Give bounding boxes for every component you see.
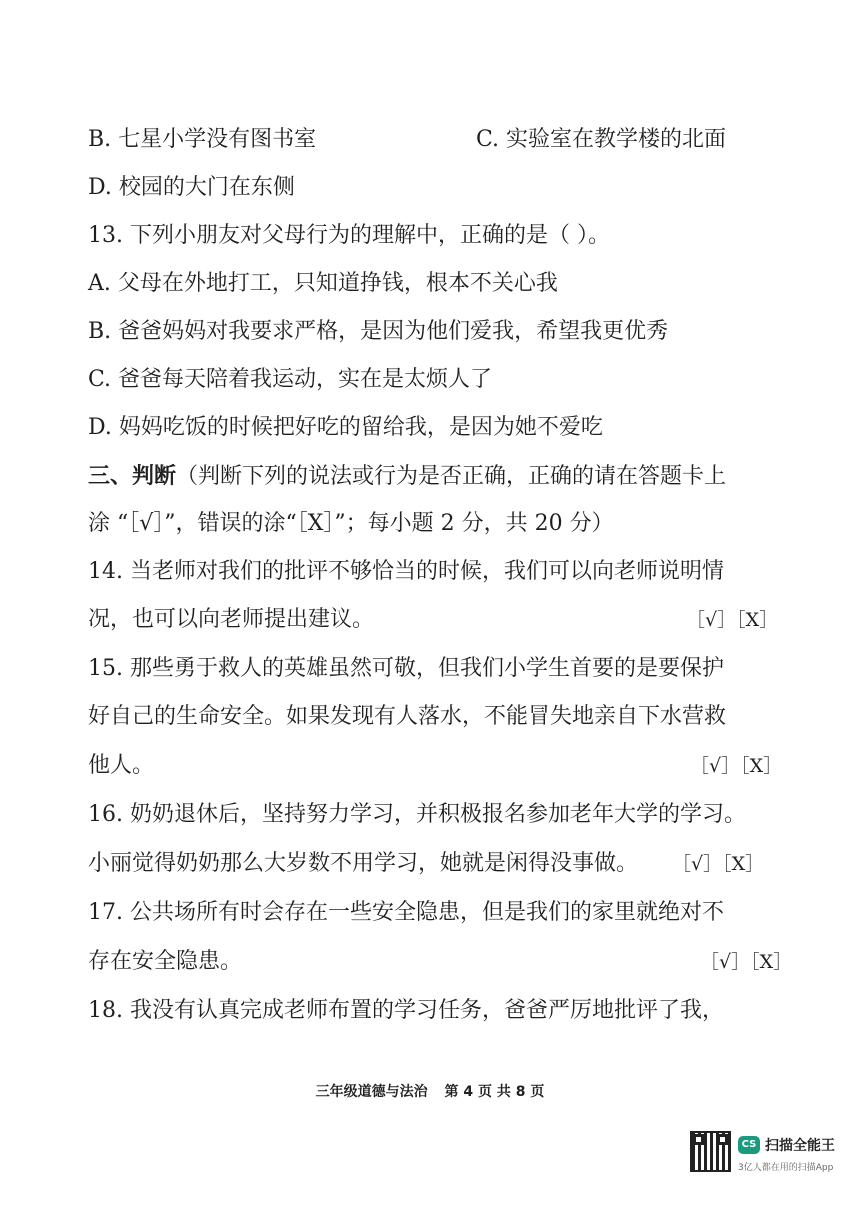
q17-judge-marks: ［√］［X］ — [700, 951, 793, 973]
footer-subject: 三年级道德与法治 — [315, 1084, 428, 1100]
section-3-title: 三、判断 — [88, 463, 177, 489]
section-3-instructions: （判断下列的说法或行为是否正确，正确的请在答题卡上 — [176, 464, 727, 489]
scanner-brand-name: 扫描全能王 — [765, 1138, 835, 1154]
option-c: C. 实验室在教学楼的北面 — [476, 127, 727, 152]
option-b: B. 七星小学没有图书室 — [88, 127, 317, 152]
scanner-tagline: 3亿人都在用的扫描App — [738, 1163, 834, 1173]
camscanner-logo-icon: CS — [738, 1136, 760, 1154]
q15-judge-marks: ［√］［X］ — [690, 755, 783, 777]
q14-judge-marks: ［√］［X］ — [686, 609, 779, 631]
q16-judge-marks: ［√］［X］ — [672, 853, 765, 875]
qr-code-icon — [690, 1131, 731, 1172]
footer-page-number: 第 4 页 共 8 页 — [444, 1084, 545, 1100]
page-footer — [0, 1081, 860, 1101]
